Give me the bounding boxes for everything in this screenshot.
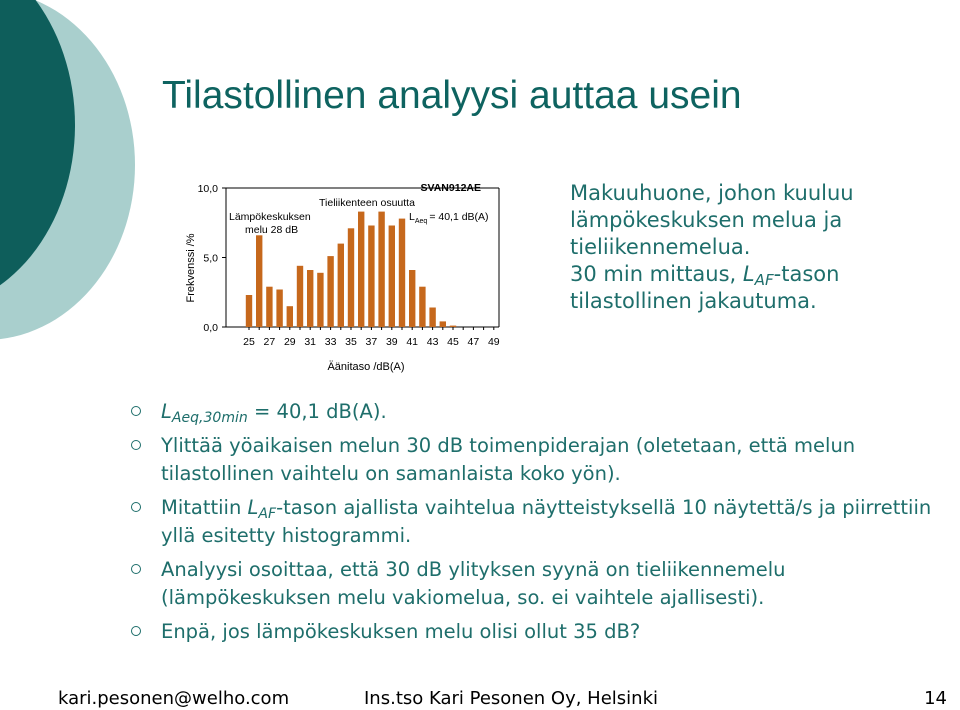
histogram-bar (440, 321, 446, 327)
x-tick-label: 31 (304, 336, 317, 348)
x-tick-label: 39 (385, 336, 398, 348)
description-line: lämpökeskuksen melua ja (570, 208, 843, 232)
slide-title: Tilastollinen analyysi auttaa usein (162, 74, 742, 117)
y-axis-label: Frekvenssi /% (185, 233, 197, 303)
description-text: -tason (773, 262, 840, 286)
bullet-text: -tason ajallista vaihtelua näytteistyksellä 10 näytettä/s ja piirrettiin yllä esitetty histogrammi. (161, 496, 932, 547)
page-number: 14 (924, 688, 947, 709)
histogram-bar (399, 219, 405, 327)
x-tick-label: 49 (487, 336, 500, 348)
histogram-bar (389, 226, 395, 328)
bullet-circle-icon (131, 440, 141, 450)
histogram-bar (317, 273, 323, 327)
chart-title: SVAN912AE (420, 182, 481, 194)
histogram-bar (378, 212, 384, 327)
histogram-bar (307, 270, 313, 327)
description-line: tieliikennemelua. (570, 235, 751, 259)
bullet-text: Analyysi osoittaa, että 30 dB ylityksen syynä on tieliikennemelu (lämpökeskuksen melu vakiomelua, so. ei vaihtele ajallisesti). (161, 558, 786, 609)
footer-email: kari.pesonen@welho.com (58, 688, 290, 709)
y-tick-label: 5,0 (203, 252, 218, 265)
annotation-traffic: Tieliikenteen osuutta (319, 197, 415, 209)
x-tick-label: 25 (243, 336, 255, 348)
laeq-symbol: L (161, 400, 172, 423)
x-tick-label: 37 (365, 336, 378, 348)
y-tick-label: 10,0 (197, 183, 218, 195)
x-tick-label: 33 (324, 336, 337, 348)
histogram-bar (297, 266, 303, 327)
bullet-text: Ylittää yöaikaisen melun 30 dB toimenpiderajan (oletetaan, että melun tilastollinen vaihtelu on samanlaista koko yön). (161, 434, 856, 485)
x-tick-label: 27 (263, 336, 276, 348)
x-tick-label: 43 (426, 336, 439, 348)
x-tick-label: 47 (467, 336, 480, 348)
y-tick-label: 0,0 (203, 322, 218, 334)
description-line (570, 261, 940, 288)
annotation-heating-line1: Lämpökeskuksen (229, 211, 311, 223)
description-line: tilastollinen jakautuma. (570, 289, 817, 313)
bullet-circle-icon (131, 564, 141, 574)
histogram-bar (266, 287, 272, 327)
x-tick-label: 41 (406, 336, 419, 348)
x-axis-label: Äänitaso /dB(A) (327, 361, 405, 373)
bullet-list (131, 398, 941, 652)
bullet-item (131, 556, 941, 612)
x-tick-label: 29 (283, 336, 296, 348)
description-line: Makuuhuone, johon kuuluu (570, 181, 854, 205)
histogram-bar (348, 228, 354, 327)
bullet-circle-icon (131, 626, 141, 636)
histogram-bar (419, 287, 425, 327)
laf-symbol: L (247, 496, 259, 519)
x-tick-label: 45 (447, 336, 459, 348)
x-ticks-group (243, 336, 500, 348)
x-tick-label: 35 (345, 336, 357, 348)
laf-subscript: AF (754, 271, 774, 289)
histogram-bar (276, 290, 282, 328)
histogram-bar (256, 235, 262, 327)
bullet-item (131, 618, 941, 646)
bullet-circle-icon (131, 406, 141, 416)
laf-symbol: L (742, 262, 755, 286)
histogram-bar (338, 244, 344, 327)
histogram-bar (409, 270, 415, 327)
chart-description (570, 180, 940, 315)
histogram-bar (327, 256, 333, 327)
bullet-item (131, 494, 941, 550)
footer-organization: Ins.tso Kari Pesonen Oy, Helsinki (364, 688, 659, 709)
annotation-laeq: $L_{Aeq} = 40,1$ dB(A) (409, 211, 489, 225)
bullet-circle-icon (131, 502, 141, 512)
annotation-heating-line2: melu 28 dB (245, 224, 299, 236)
bullet-item (131, 398, 941, 426)
histogram-bar (246, 295, 252, 327)
histogram-bar (358, 212, 364, 327)
description-text: 30 min mittaus, (570, 262, 743, 286)
laf-subscript: AF (258, 506, 277, 522)
bullet-item (131, 432, 941, 488)
bullet-text: = 40,1 dB(A). (247, 400, 387, 423)
y-ticks-group (198, 183, 226, 334)
histogram-bar (287, 306, 293, 327)
bullet-text: Enpä, jos lämpökeskuksen melu olisi ollut 35 dB? (161, 620, 641, 643)
histogram-chart (176, 170, 506, 375)
histogram-bar (429, 308, 435, 328)
histogram-bar (450, 326, 456, 327)
histogram-bar (368, 226, 374, 328)
laeq-subscript: Aeq,30min (171, 410, 248, 426)
bullet-text: Mitattiin (161, 496, 248, 519)
